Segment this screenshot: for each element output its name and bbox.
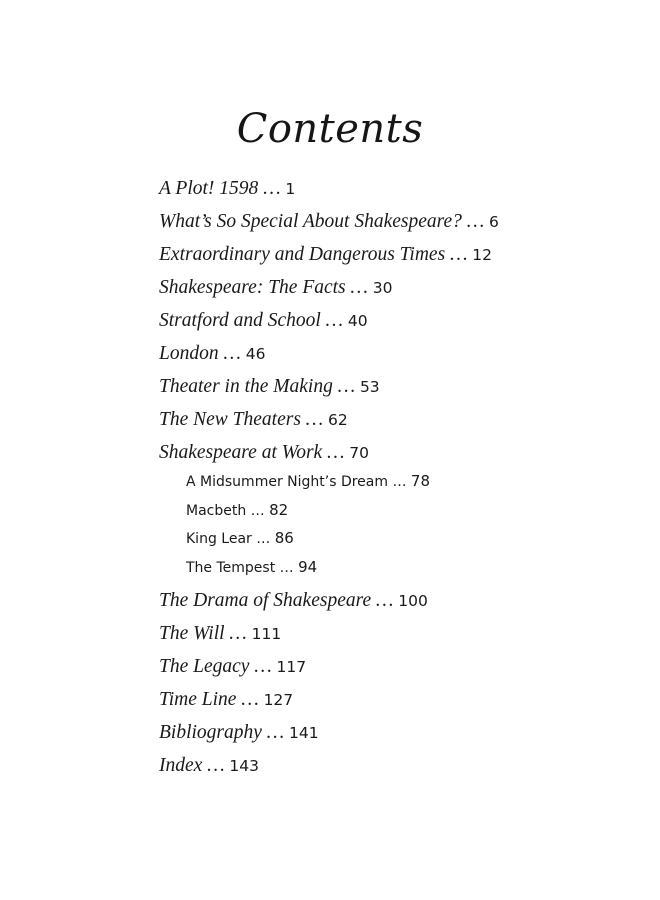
toc-subentry[interactable] xyxy=(159,499,639,528)
toc-entry[interactable] xyxy=(159,244,639,277)
toc-entry[interactable] xyxy=(159,178,639,211)
toc-separator: … xyxy=(251,531,275,547)
toc-separator: … xyxy=(218,343,246,364)
toc-subentry-title: The Tempest xyxy=(186,559,276,576)
toc-entry[interactable] xyxy=(159,211,639,244)
toc-page-number: 6 xyxy=(489,213,499,231)
toc-separator: … xyxy=(332,376,360,397)
toc-page-number: 117 xyxy=(276,657,307,676)
toc-entry-title: London xyxy=(159,343,219,364)
toc-entry-title: The Drama of Shakespeare xyxy=(159,589,372,611)
toc-separator: … xyxy=(322,442,350,463)
toc-separator: … xyxy=(236,688,264,710)
toc-separator: … xyxy=(345,277,373,298)
page-title: Contents xyxy=(236,106,424,152)
toc-separator: … xyxy=(202,754,230,776)
toc-entry[interactable] xyxy=(159,277,639,310)
toc-separator: … xyxy=(371,589,399,611)
toc-separator: … xyxy=(275,559,299,576)
toc-separator: … xyxy=(461,211,490,232)
toc-entry-title: A Plot! 1598 xyxy=(159,178,259,199)
toc-separator: … xyxy=(300,409,329,430)
toc-entry-title: Theater in the Making xyxy=(159,376,333,397)
toc-separator: … xyxy=(388,474,411,490)
toc-page-number: 53 xyxy=(359,378,380,396)
toc-subentry-title: A Midsummer Night’s Dream xyxy=(186,474,389,490)
toc-page-number: 94 xyxy=(298,557,318,576)
toc-page-number: 12 xyxy=(472,246,493,264)
toc-entry[interactable] xyxy=(159,656,639,689)
toc-subentry[interactable] xyxy=(159,527,639,556)
toc-page-number: 30 xyxy=(372,279,393,297)
toc-page-number: 82 xyxy=(269,500,289,519)
toc-page-number: 127 xyxy=(263,690,294,709)
toc-entry-title: What’s So Special About Shakespeare? xyxy=(159,211,462,232)
toc-separator: … xyxy=(246,502,270,519)
toc-page-number: 1 xyxy=(285,180,296,198)
table-of-contents xyxy=(159,178,639,788)
toc-entry-title: Extraordinary and Dangerous Times xyxy=(159,244,446,265)
toc-entry-title: Index xyxy=(159,754,203,776)
toc-entry[interactable] xyxy=(159,722,639,755)
toc-entry[interactable] xyxy=(159,409,639,442)
toc-page-number: 86 xyxy=(274,529,294,547)
toc-separator: … xyxy=(249,655,277,677)
toc-entry-title: The Legacy xyxy=(159,655,250,677)
toc-entry[interactable] xyxy=(159,590,639,623)
toc-subentry[interactable] xyxy=(159,470,639,499)
toc-separator: … xyxy=(320,310,348,331)
toc-entry[interactable] xyxy=(159,689,639,722)
toc-entry[interactable] xyxy=(159,343,639,376)
toc-page-number: 141 xyxy=(289,723,319,742)
toc-separator: … xyxy=(258,178,286,199)
toc-page-number: 111 xyxy=(251,624,282,643)
toc-entry-title: Shakespeare at Work xyxy=(159,442,323,463)
toc-entry-title: The New Theaters xyxy=(159,409,301,430)
toc-entry[interactable] xyxy=(159,310,639,343)
toc-page-number: 78 xyxy=(410,472,431,490)
toc-entry-title: Shakespeare: The Facts xyxy=(159,277,346,298)
toc-entry[interactable] xyxy=(159,376,639,409)
toc-entry-title: Stratford and School xyxy=(159,310,321,331)
toc-subentry[interactable] xyxy=(159,556,639,590)
toc-separator: … xyxy=(261,721,290,743)
toc-page-number: 40 xyxy=(347,312,368,330)
toc-entry-title: Bibliography xyxy=(159,721,262,743)
toc-subentry-title: King Lear xyxy=(186,531,252,547)
toc-entry[interactable] xyxy=(159,755,639,788)
toc-subentry-title: Macbeth xyxy=(186,502,247,519)
toc-entry-title: The Will xyxy=(159,622,225,644)
toc-separator: … xyxy=(224,622,252,644)
toc-page-number: 143 xyxy=(229,756,259,775)
toc-separator: … xyxy=(445,244,473,265)
toc-entry[interactable] xyxy=(159,623,639,656)
toc-page-number: 100 xyxy=(398,591,428,610)
toc-entry-title: Time Line xyxy=(159,688,237,710)
toc-page-number: 46 xyxy=(245,345,266,363)
toc-page-number: 70 xyxy=(349,444,370,462)
toc-page-number: 62 xyxy=(328,411,348,429)
